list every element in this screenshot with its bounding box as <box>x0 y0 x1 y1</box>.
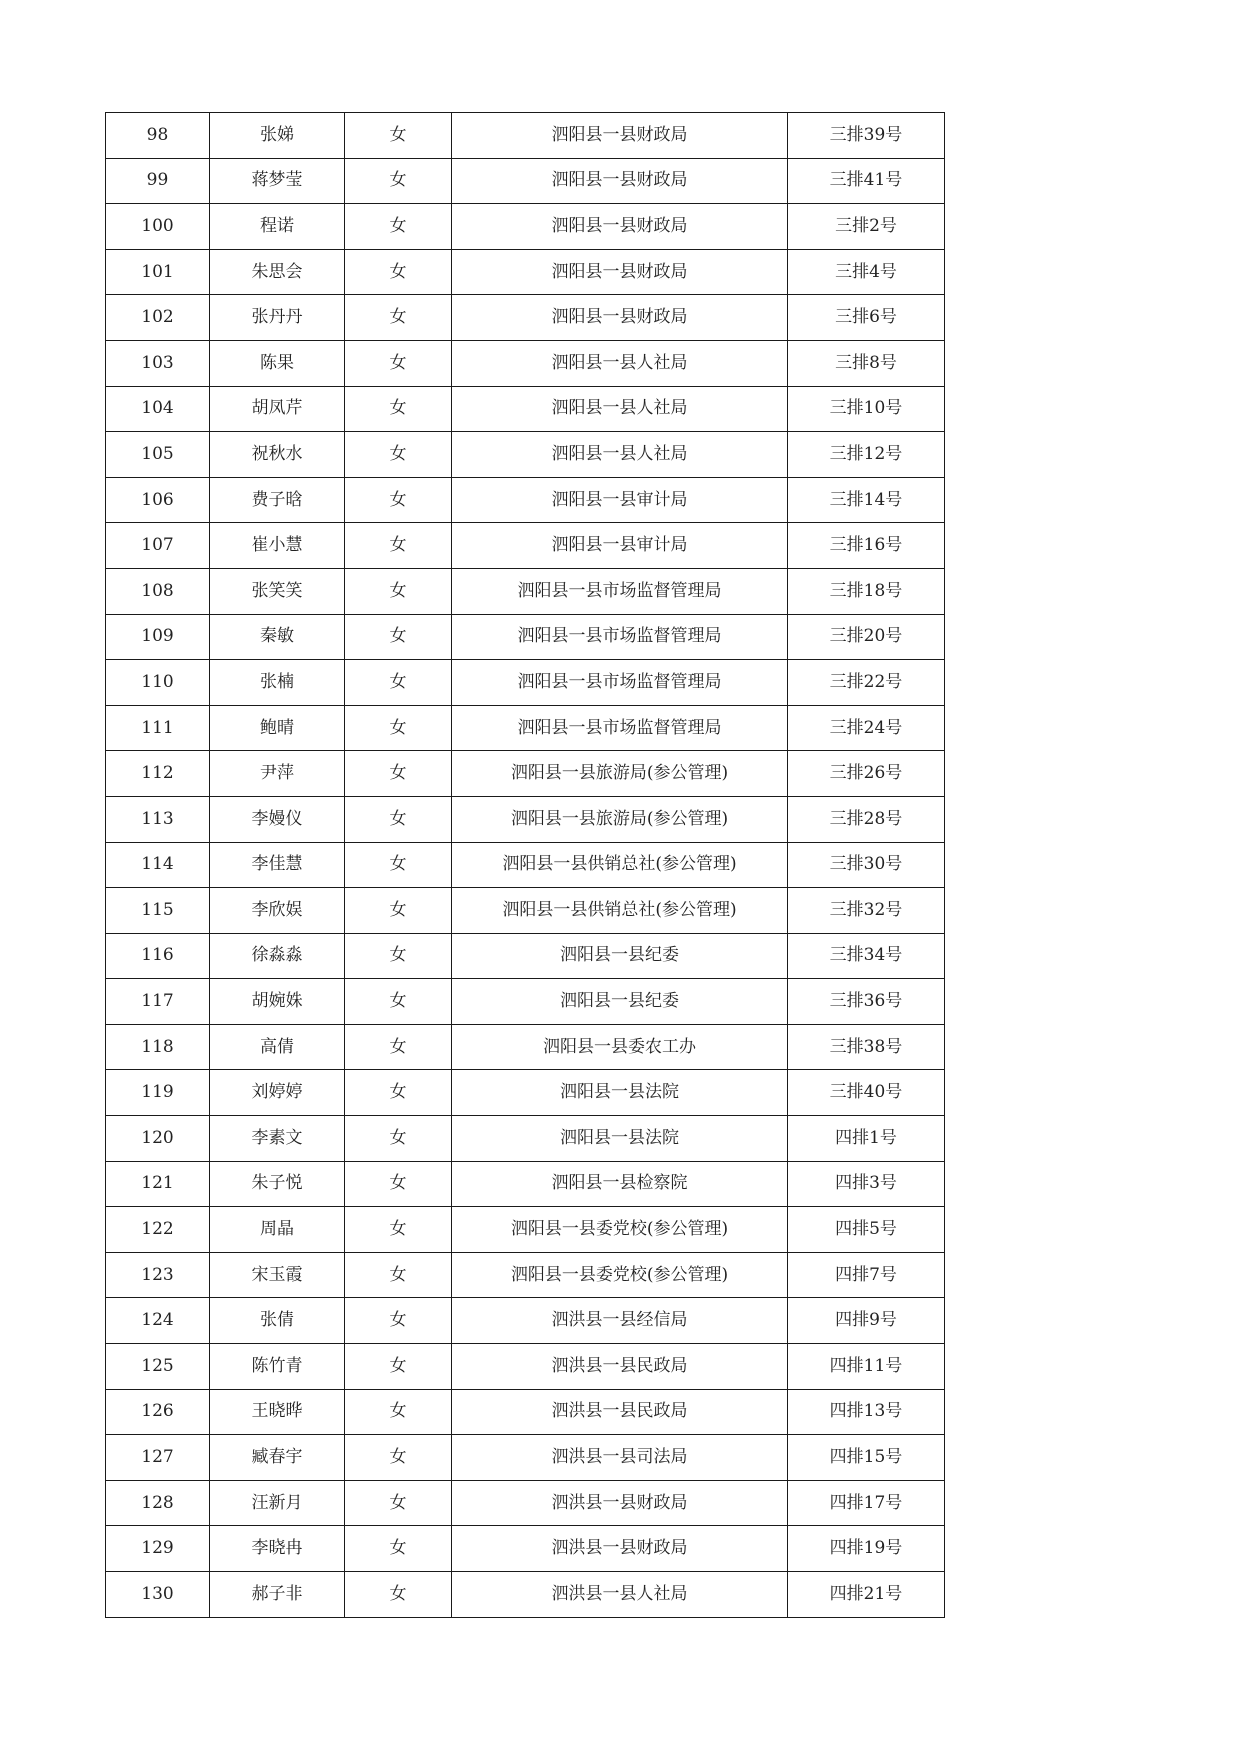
cell-number: 101 <box>106 249 210 295</box>
cell-unit: 泗阳县一县检察院 <box>452 1161 788 1207</box>
table-row <box>106 1116 945 1162</box>
cell-unit: 泗洪县一县民政局 <box>452 1344 788 1390</box>
cell-seat: 三排4号 <box>788 249 945 295</box>
cell-unit: 泗阳县一县市场监督管理局 <box>452 705 788 751</box>
table-row <box>106 1024 945 1070</box>
cell-unit: 泗阳县一县委党校(参公管理) <box>452 1207 788 1253</box>
table-row <box>106 751 945 797</box>
cell-unit: 泗洪县一县财政局 <box>452 1480 788 1526</box>
cell-name: 程诺 <box>210 204 345 250</box>
cell-gender: 女 <box>345 523 452 569</box>
cell-name: 徐淼淼 <box>210 933 345 979</box>
cell-name: 李素文 <box>210 1116 345 1162</box>
cell-gender: 女 <box>345 1572 452 1618</box>
cell-seat: 三排34号 <box>788 933 945 979</box>
cell-gender: 女 <box>345 1480 452 1526</box>
table-row <box>106 523 945 569</box>
roster-table <box>105 112 945 1618</box>
cell-gender: 女 <box>345 842 452 888</box>
cell-seat: 三排39号 <box>788 113 945 159</box>
cell-unit: 泗阳县一县法院 <box>452 1116 788 1162</box>
cell-number: 102 <box>106 295 210 341</box>
cell-name: 鲍晴 <box>210 705 345 751</box>
cell-gender: 女 <box>345 1207 452 1253</box>
cell-gender: 女 <box>345 1116 452 1162</box>
cell-seat: 四排21号 <box>788 1572 945 1618</box>
cell-name: 李晓冉 <box>210 1526 345 1572</box>
cell-name: 汪新月 <box>210 1480 345 1526</box>
cell-gender: 女 <box>345 1389 452 1435</box>
cell-number: 118 <box>106 1024 210 1070</box>
cell-number: 106 <box>106 477 210 523</box>
cell-gender: 女 <box>345 705 452 751</box>
cell-name: 刘婷婷 <box>210 1070 345 1116</box>
cell-gender: 女 <box>345 568 452 614</box>
cell-number: 112 <box>106 751 210 797</box>
cell-unit: 泗阳县一县委农工办 <box>452 1024 788 1070</box>
cell-gender: 女 <box>345 1344 452 1390</box>
table-row <box>106 660 945 706</box>
cell-seat: 三排32号 <box>788 888 945 934</box>
cell-gender: 女 <box>345 1435 452 1481</box>
cell-seat: 四排19号 <box>788 1526 945 1572</box>
cell-name: 李嫚仪 <box>210 796 345 842</box>
cell-gender: 女 <box>345 158 452 204</box>
cell-seat: 三排24号 <box>788 705 945 751</box>
cell-unit: 泗阳县一县人社局 <box>452 386 788 432</box>
cell-number: 104 <box>106 386 210 432</box>
cell-seat: 三排2号 <box>788 204 945 250</box>
cell-unit: 泗阳县一县供销总社(参公管理) <box>452 842 788 888</box>
table-row <box>106 888 945 934</box>
cell-number: 124 <box>106 1298 210 1344</box>
cell-unit: 泗阳县一县旅游局(参公管理) <box>452 796 788 842</box>
cell-number: 121 <box>106 1161 210 1207</box>
cell-unit: 泗阳县一县审计局 <box>452 477 788 523</box>
cell-gender: 女 <box>345 1526 452 1572</box>
cell-unit: 泗洪县一县经信局 <box>452 1298 788 1344</box>
cell-seat: 四排3号 <box>788 1161 945 1207</box>
cell-name: 郝子非 <box>210 1572 345 1618</box>
cell-number: 126 <box>106 1389 210 1435</box>
cell-number: 115 <box>106 888 210 934</box>
cell-name: 宋玉霞 <box>210 1252 345 1298</box>
table-row <box>106 340 945 386</box>
table-row <box>106 842 945 888</box>
table-row <box>106 933 945 979</box>
table-row <box>106 1207 945 1253</box>
cell-name: 张丹丹 <box>210 295 345 341</box>
cell-gender: 女 <box>345 1161 452 1207</box>
cell-seat: 三排41号 <box>788 158 945 204</box>
cell-number: 116 <box>106 933 210 979</box>
table-row <box>106 1435 945 1481</box>
table-row <box>106 1252 945 1298</box>
cell-unit: 泗阳县一县市场监督管理局 <box>452 614 788 660</box>
cell-gender: 女 <box>345 1252 452 1298</box>
cell-name: 祝秋水 <box>210 432 345 478</box>
cell-gender: 女 <box>345 1070 452 1116</box>
table-row <box>106 295 945 341</box>
cell-number: 100 <box>106 204 210 250</box>
cell-unit: 泗洪县一县民政局 <box>452 1389 788 1435</box>
cell-gender: 女 <box>345 1024 452 1070</box>
cell-number: 107 <box>106 523 210 569</box>
table-row <box>106 1070 945 1116</box>
cell-unit: 泗阳县一县审计局 <box>452 523 788 569</box>
cell-unit: 泗阳县一县财政局 <box>452 249 788 295</box>
table-row <box>106 432 945 478</box>
table-row <box>106 979 945 1025</box>
cell-gender: 女 <box>345 660 452 706</box>
cell-seat: 三排16号 <box>788 523 945 569</box>
cell-name: 费子晗 <box>210 477 345 523</box>
cell-gender: 女 <box>345 751 452 797</box>
cell-name: 王晓晔 <box>210 1389 345 1435</box>
cell-gender: 女 <box>345 614 452 660</box>
cell-name: 朱子悦 <box>210 1161 345 1207</box>
cell-gender: 女 <box>345 979 452 1025</box>
cell-unit: 泗洪县一县人社局 <box>452 1572 788 1618</box>
cell-gender: 女 <box>345 933 452 979</box>
cell-number: 122 <box>106 1207 210 1253</box>
table-row <box>106 1161 945 1207</box>
cell-gender: 女 <box>345 386 452 432</box>
table-row <box>106 1389 945 1435</box>
cell-seat: 三排8号 <box>788 340 945 386</box>
cell-unit: 泗阳县一县人社局 <box>452 432 788 478</box>
cell-name: 张笑笑 <box>210 568 345 614</box>
cell-name: 张楠 <box>210 660 345 706</box>
cell-number: 125 <box>106 1344 210 1390</box>
cell-unit: 泗阳县一县人社局 <box>452 340 788 386</box>
table-row <box>106 249 945 295</box>
cell-number: 110 <box>106 660 210 706</box>
cell-unit: 泗洪县一县财政局 <box>452 1526 788 1572</box>
cell-name: 朱思会 <box>210 249 345 295</box>
cell-number: 130 <box>106 1572 210 1618</box>
cell-seat: 三排36号 <box>788 979 945 1025</box>
cell-unit: 泗阳县一县财政局 <box>452 113 788 159</box>
table-row <box>106 614 945 660</box>
table-row <box>106 1480 945 1526</box>
table-row <box>106 705 945 751</box>
cell-unit: 泗阳县一县市场监督管理局 <box>452 660 788 706</box>
cell-seat: 三排40号 <box>788 1070 945 1116</box>
cell-gender: 女 <box>345 340 452 386</box>
cell-seat: 三排22号 <box>788 660 945 706</box>
table-row <box>106 568 945 614</box>
table-row <box>106 113 945 159</box>
cell-name: 蒋梦莹 <box>210 158 345 204</box>
cell-number: 113 <box>106 796 210 842</box>
cell-name: 陈竹青 <box>210 1344 345 1390</box>
cell-name: 胡婉姝 <box>210 979 345 1025</box>
cell-number: 119 <box>106 1070 210 1116</box>
cell-unit: 泗阳县一县纪委 <box>452 933 788 979</box>
cell-number: 109 <box>106 614 210 660</box>
cell-unit: 泗阳县一县纪委 <box>452 979 788 1025</box>
cell-name: 李佳慧 <box>210 842 345 888</box>
cell-gender: 女 <box>345 295 452 341</box>
cell-seat: 四排5号 <box>788 1207 945 1253</box>
cell-seat: 四排13号 <box>788 1389 945 1435</box>
roster-body <box>106 113 945 1618</box>
cell-unit: 泗阳县一县旅游局(参公管理) <box>452 751 788 797</box>
cell-name: 臧春宇 <box>210 1435 345 1481</box>
cell-seat: 四排17号 <box>788 1480 945 1526</box>
cell-gender: 女 <box>345 432 452 478</box>
cell-unit: 泗阳县一县委党校(参公管理) <box>452 1252 788 1298</box>
cell-name: 秦敏 <box>210 614 345 660</box>
cell-name: 胡凤芹 <box>210 386 345 432</box>
cell-number: 129 <box>106 1526 210 1572</box>
table-row <box>106 1344 945 1390</box>
table-row <box>106 796 945 842</box>
cell-seat: 三排38号 <box>788 1024 945 1070</box>
cell-seat: 四排11号 <box>788 1344 945 1390</box>
cell-unit: 泗阳县一县供销总社(参公管理) <box>452 888 788 934</box>
cell-seat: 三排14号 <box>788 477 945 523</box>
table-row <box>106 386 945 432</box>
table-row <box>106 158 945 204</box>
cell-number: 128 <box>106 1480 210 1526</box>
table-row <box>106 1526 945 1572</box>
cell-seat: 三排10号 <box>788 386 945 432</box>
cell-name: 尹萍 <box>210 751 345 797</box>
cell-seat: 三排26号 <box>788 751 945 797</box>
cell-unit: 泗阳县一县法院 <box>452 1070 788 1116</box>
cell-gender: 女 <box>345 204 452 250</box>
table-row <box>106 1572 945 1618</box>
cell-seat: 三排6号 <box>788 295 945 341</box>
cell-number: 103 <box>106 340 210 386</box>
cell-gender: 女 <box>345 796 452 842</box>
cell-seat: 三排28号 <box>788 796 945 842</box>
cell-seat: 四排9号 <box>788 1298 945 1344</box>
cell-name: 高倩 <box>210 1024 345 1070</box>
cell-seat: 三排12号 <box>788 432 945 478</box>
cell-unit: 泗阳县一县财政局 <box>452 295 788 341</box>
table-row <box>106 1298 945 1344</box>
cell-number: 111 <box>106 705 210 751</box>
cell-seat: 三排20号 <box>788 614 945 660</box>
cell-gender: 女 <box>345 249 452 295</box>
cell-name: 李欣娱 <box>210 888 345 934</box>
cell-unit: 泗洪县一县司法局 <box>452 1435 788 1481</box>
cell-seat: 四排7号 <box>788 1252 945 1298</box>
cell-number: 98 <box>106 113 210 159</box>
cell-seat: 三排18号 <box>788 568 945 614</box>
cell-gender: 女 <box>345 477 452 523</box>
cell-name: 张倩 <box>210 1298 345 1344</box>
cell-number: 105 <box>106 432 210 478</box>
cell-number: 114 <box>106 842 210 888</box>
cell-gender: 女 <box>345 1298 452 1344</box>
cell-seat: 四排1号 <box>788 1116 945 1162</box>
cell-unit: 泗阳县一县财政局 <box>452 158 788 204</box>
cell-unit: 泗阳县一县市场监督管理局 <box>452 568 788 614</box>
table-row <box>106 477 945 523</box>
cell-gender: 女 <box>345 888 452 934</box>
table-row <box>106 204 945 250</box>
cell-seat: 三排30号 <box>788 842 945 888</box>
cell-gender: 女 <box>345 113 452 159</box>
cell-name: 周晶 <box>210 1207 345 1253</box>
cell-number: 120 <box>106 1116 210 1162</box>
cell-number: 108 <box>106 568 210 614</box>
cell-unit: 泗阳县一县财政局 <box>452 204 788 250</box>
cell-name: 崔小慧 <box>210 523 345 569</box>
cell-number: 127 <box>106 1435 210 1481</box>
cell-seat: 四排15号 <box>788 1435 945 1481</box>
cell-name: 陈果 <box>210 340 345 386</box>
cell-name: 张娣 <box>210 113 345 159</box>
cell-number: 123 <box>106 1252 210 1298</box>
cell-number: 99 <box>106 158 210 204</box>
cell-number: 117 <box>106 979 210 1025</box>
